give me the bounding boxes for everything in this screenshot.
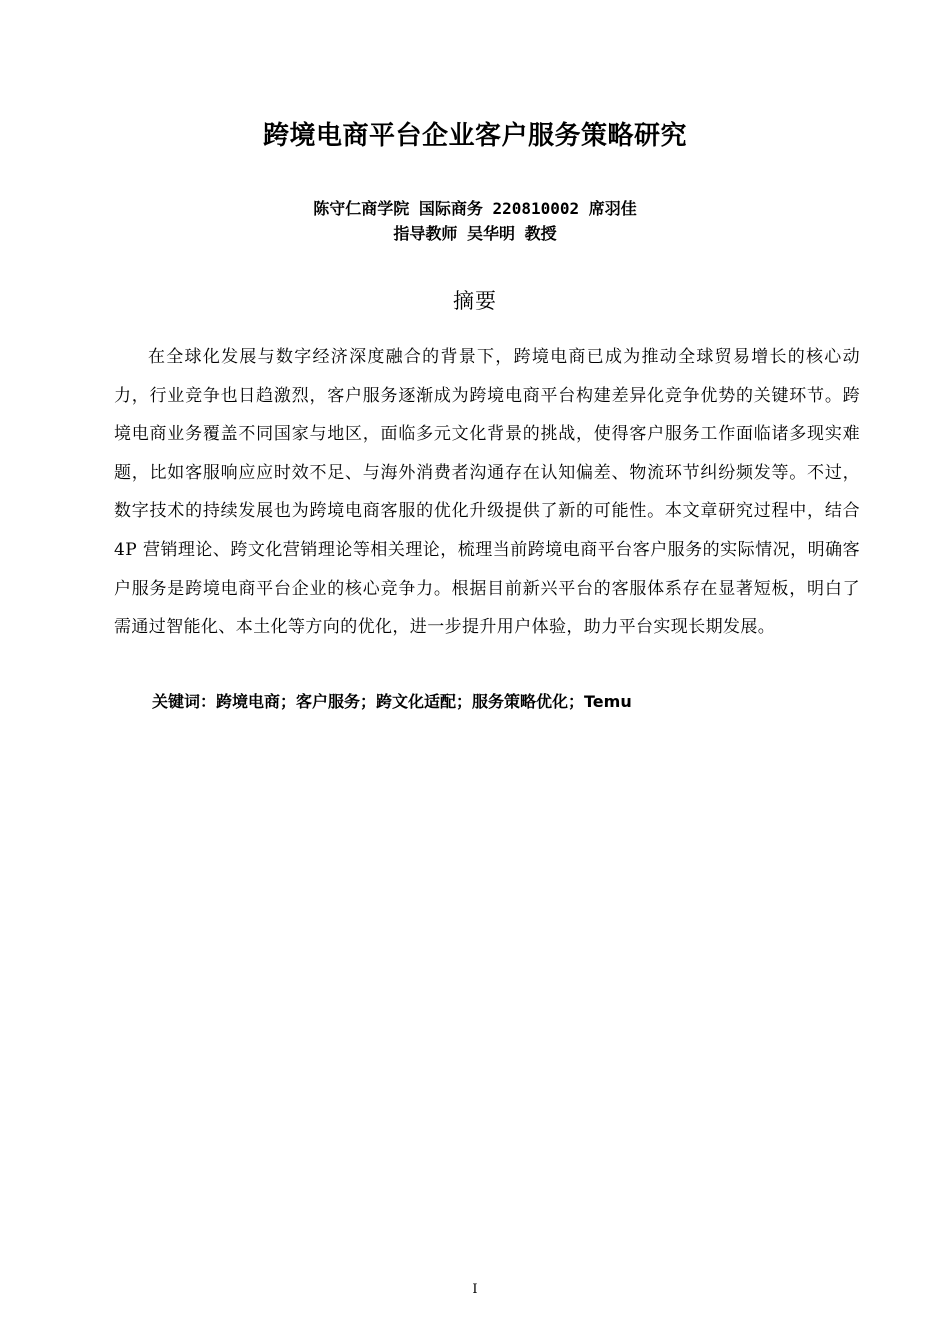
keywords-line: 关键词：跨境电商；客户服务；跨文化适配；服务策略优化；Temu — [152, 692, 632, 711]
advisor-info: 指导教师 吴华明 教授 — [393, 224, 557, 243]
page-number: I — [472, 1282, 478, 1297]
paper-title: 跨境电商平台企业客户服务策略研究 — [262, 121, 687, 151]
abstract-heading: 摘要 — [453, 289, 497, 313]
abstract-paragraph: 在全球化发展与数字经济深度融合的背景下，跨境电商已成为推动全球贸易增长的核心动力，行业竞争也日趋激烈，客户服务逐渐成为跨境电商平台构建差异化竞争优势的关键环节。跨境电商业务覆盖不同国家与地区，面临多元文化背景的挑战，使得客户服务工作面临诸多现实难题，比如客服响应应时效不足、与海外消费者沟通存在认知偏差、物流环节纠纷频发等。不过，数字技术的持续发展也为跨境电商客服的优化升级提供了新的可能性。本文章研究过程中，结合 4P 营销理论、跨文化营销理论等相关理论，梳理当前跨境电商平台客户服务的实际情况，明确客户服务是跨境电商平台企业的核心竞争力。根据目前新兴平台的客服体系存在显著短板，明白了需通过智能化、本土化等方向的优化，进一步提升用户体验，助力平台实现长期发展。 — [114, 347, 860, 638]
author-info: 陈守仁商学院 国际商务 220810002 席羽佳 — [313, 199, 637, 218]
